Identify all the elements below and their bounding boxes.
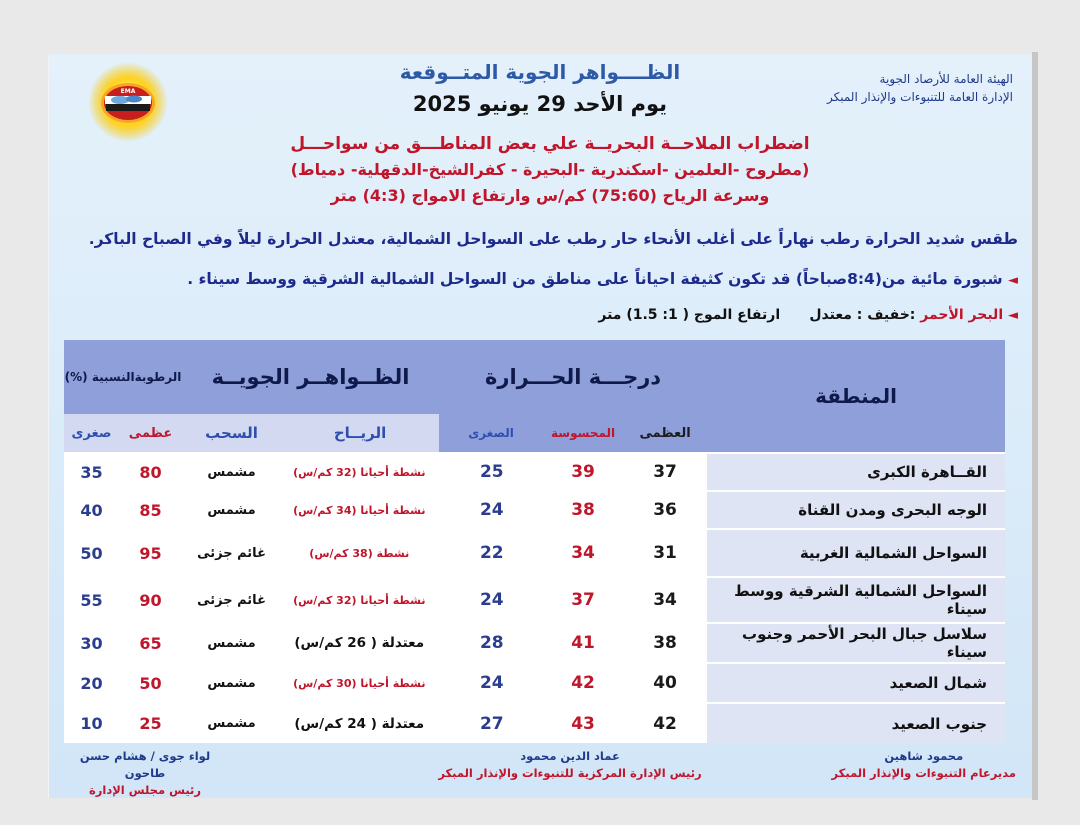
col-header-phenomena: الظــواهــر الجويــة: [211, 365, 410, 389]
table-row: [64, 529, 1005, 577]
humidity-max: 80: [119, 453, 182, 491]
subheader-min: الصغرى: [439, 414, 543, 453]
forecast-table: [64, 340, 1005, 743]
temp-max: 42: [623, 703, 707, 743]
summary-fog: [187, 270, 1018, 288]
temp-feels-like: 41: [543, 623, 623, 663]
col-header-region: المنطقة: [707, 340, 1005, 453]
region-name: القــاهرة الكبرى: [707, 453, 1005, 491]
signature-left: [60, 748, 230, 799]
temp-max: 34: [623, 577, 707, 623]
wind: نشطة (38 كم/س): [281, 529, 439, 577]
forecast-date: يوم الأحد 29 يونيو 2025: [412, 92, 668, 116]
table-row: [64, 703, 1005, 743]
humidity-min: 30: [64, 623, 119, 663]
subheader-wind: الريــاح: [281, 414, 439, 453]
red-sea-label: البحر الأحمر: [920, 307, 1004, 323]
subheader-humidity-max: عظمى: [119, 414, 182, 453]
org-department: الإدارة العامة للتنبوءات والإنذار المبكر: [827, 90, 1013, 104]
temp-min: 24: [439, 663, 543, 703]
humidity-max: 95: [119, 529, 182, 577]
page-title: الظــــواهر الجوية المتــوقعة: [399, 60, 681, 84]
temp-min: 24: [439, 577, 543, 623]
bullet-arrow-icon: ◄: [1008, 273, 1018, 288]
humidity-max: 85: [119, 491, 182, 529]
signature-left-name: لواء جوى / هشام حسن طاحون: [79, 749, 211, 780]
temp-feels-like: 38: [543, 491, 623, 529]
temp-feels-like: 39: [543, 453, 623, 491]
wind: معتدلة ( 24 كم/س): [281, 703, 439, 743]
summary-fog-text: شبورة مائية من(8:4صباحاً) قد تكون كثيفة احياناً على مناطق من السواحل الشمالية الشرقية ووسط سيناء .: [187, 270, 1003, 288]
temp-feels-like: 43: [543, 703, 623, 743]
org-name: الهيئة العامة للأرصاد الجوية: [879, 72, 1013, 86]
temp-feels-like: 42: [543, 663, 623, 703]
red-sea-text: :خفيف : معتدل ارتفاع الموج ( 1: 1.5) متر: [598, 307, 916, 323]
summary-red-sea: [598, 307, 1018, 323]
subheader-max: العظمى: [623, 414, 707, 453]
subheader-humidity-min: صغرى: [64, 414, 119, 453]
clouds: مشمس: [182, 453, 281, 491]
signature-center-name: عماد الدين محمود: [520, 749, 620, 763]
svg-text:EMA: EMA: [120, 88, 136, 95]
table-row: [64, 491, 1005, 529]
humidity-max: 90: [119, 577, 182, 623]
temp-min: 24: [439, 491, 543, 529]
region-name: جنوب الصعيد: [707, 703, 1005, 743]
page-shadow: [1032, 52, 1038, 800]
clouds: غائم جزئى: [182, 529, 281, 577]
temp-max: 37: [623, 453, 707, 491]
temp-max: 40: [623, 663, 707, 703]
humidity-min: 20: [64, 663, 119, 703]
temp-feels-like: 34: [543, 529, 623, 577]
humidity-min: 35: [64, 453, 119, 491]
signature-center: [380, 748, 760, 782]
region-name: سلاسل جبال البحر الأحمر وجنوب سيناء: [707, 623, 1005, 663]
temp-max: 31: [623, 529, 707, 577]
temp-min: 28: [439, 623, 543, 663]
temp-max: 36: [623, 491, 707, 529]
clouds: مشمس: [182, 491, 281, 529]
bullet-arrow-icon: ◄: [1008, 308, 1018, 323]
region-name: الوجه البحرى ومدن القناة: [707, 491, 1005, 529]
clouds: غائم جزئى: [182, 577, 281, 623]
humidity-min: 10: [64, 703, 119, 743]
ema-logo: [78, 62, 178, 146]
temp-feels-like: 37: [543, 577, 623, 623]
humidity-min: 50: [64, 529, 119, 577]
table-row: [64, 623, 1005, 663]
temp-min: 27: [439, 703, 543, 743]
col-header-temperature: درجـــة الحـــرارة: [485, 365, 662, 389]
signature-center-role: رئيس الإدارة المركزية للتنبوءات والإنذار المبكر: [438, 766, 702, 780]
wind: نشطة أحيانا (32 كم/س): [281, 577, 439, 623]
summary-general-text: طقس شديد الحرارة رطب نهاراً على أغلب الأنحاء حار رطب على السواحل الشمالية، معتدل الحرارة ليلاً وفي الصباح الباكر.: [88, 230, 1018, 248]
temp-min: 22: [439, 529, 543, 577]
humidity-max: 50: [119, 663, 182, 703]
subheader-feels-like: المحسوسة: [543, 414, 623, 453]
table-row: [64, 577, 1005, 623]
humidity-max: 65: [119, 623, 182, 663]
subheader-clouds: السحب: [182, 414, 281, 453]
region-name: السواحل الشمالية الشرقية ووسط سيناء: [707, 577, 1005, 623]
table-row: [64, 663, 1005, 703]
table-row: [64, 453, 1005, 491]
temp-max: 38: [623, 623, 707, 663]
signature-right: [832, 748, 1016, 782]
clouds: مشمس: [182, 703, 281, 743]
humidity-min: 55: [64, 577, 119, 623]
signature-left-role: رئيس مجلس الإدارة: [88, 783, 201, 797]
wind: نشطة أحيانا (30 كم/س): [281, 663, 439, 703]
marine-warning-line2: (مطروح -العلمين -اسكندرية -البحيرة - كفرالشيخ-الدقهلية- دمياط): [290, 160, 810, 179]
marine-warning-line1: اضطراب الملاحــة البحريــة علي بعض المناطـــق من سواحـــل: [290, 134, 810, 154]
humidity-max: 25: [119, 703, 182, 743]
region-name: شمال الصعيد: [707, 663, 1005, 703]
wind: معتدلة ( 26 كم/س): [281, 623, 439, 663]
col-header-humidity: الرطوبةالنسبية (%): [64, 369, 182, 384]
clouds: مشمس: [182, 663, 281, 703]
summary-general: [89, 230, 1018, 248]
region-name: السواحل الشمالية الغربية: [707, 529, 1005, 577]
signature-right-name: محمود شاهين: [884, 749, 964, 763]
humidity-min: 40: [64, 491, 119, 529]
temp-min: 25: [439, 453, 543, 491]
wind: نشطة أحيانا (34 كم/س): [281, 491, 439, 529]
wind: نشطة أحيانا (32 كم/س): [281, 453, 439, 491]
signature-right-role: مديرعام التنبوءات والإنذار المبكر: [831, 766, 1016, 780]
clouds: مشمس: [182, 623, 281, 663]
marine-warning-line3: وسرعة الرياح (75:60) كم/س وارتفاع الامواج (4:3) متر: [330, 186, 770, 205]
